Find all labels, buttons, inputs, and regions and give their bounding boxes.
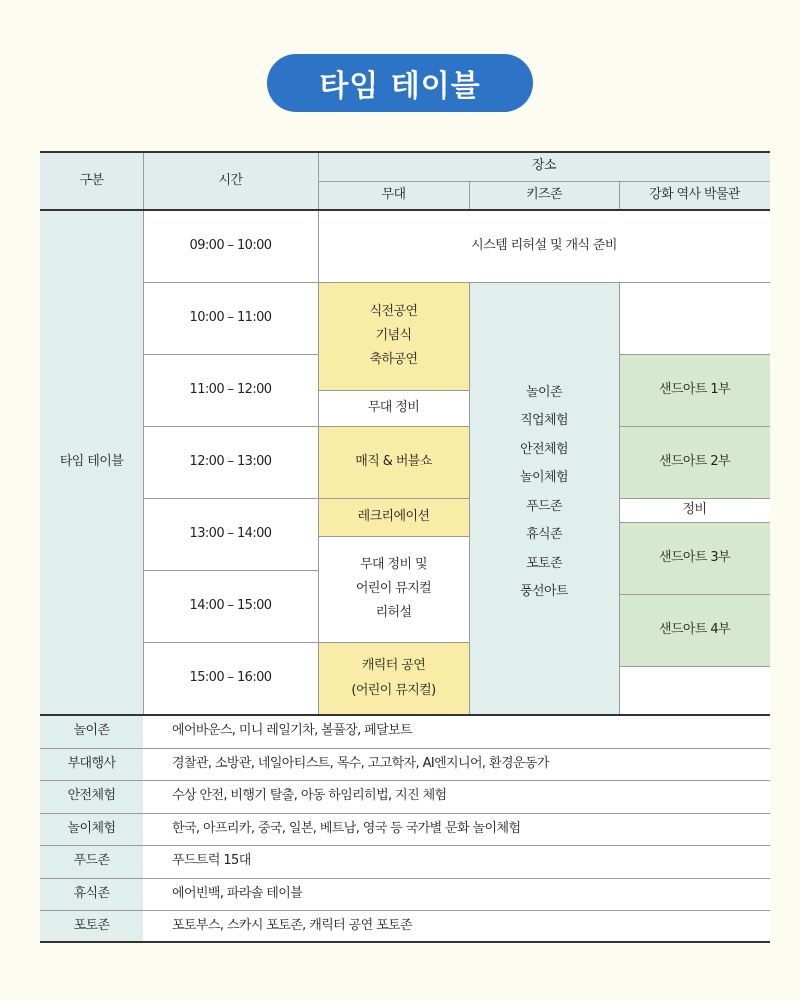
ceremony-line: 식전공연 <box>369 303 418 319</box>
grid-line <box>143 426 318 427</box>
rehearsal-line: 무대 정비 및 <box>360 556 427 572</box>
ceremony-line: 축하공연 <box>369 352 418 368</box>
grid-line <box>619 594 770 595</box>
grid-line <box>143 642 318 643</box>
kidszone-item: 풍선아트 <box>520 584 568 599</box>
zone-desc: 에어빈백, 파라솔 테이블 <box>172 885 303 901</box>
kidszone-item: 놀이체험 <box>520 470 568 485</box>
zone-name: 포토존 <box>73 917 110 933</box>
grid-line <box>469 181 470 210</box>
grid-line <box>318 498 469 499</box>
grid-line <box>318 152 319 715</box>
time-slot: 11:00 – 12:00 <box>189 381 272 397</box>
kidszone-item: 푸드존 <box>526 498 562 514</box>
rehearsal-line: 리허설 <box>375 605 412 621</box>
character-line: (어린이 뮤지컬) <box>351 682 436 698</box>
ceremony-block <box>318 282 469 390</box>
musical-rehearsal-block <box>318 536 469 642</box>
sand-art-1: 샌드아트 1부 <box>619 354 770 426</box>
character-line: 캐릭터 공연 <box>361 658 426 674</box>
recreation: 레크리에이션 <box>318 498 469 536</box>
header-venue: 장소 <box>532 158 556 174</box>
system-rehearsal: 시스템 리허설 및 개식 준비 <box>471 237 617 253</box>
rehearsal-line: 어린이 뮤지컬 <box>355 580 432 596</box>
kidszone-item: 놀이존 <box>526 384 562 400</box>
ceremony-line: 기념식 <box>375 327 412 343</box>
sand-art-4: 샌드아트 4부 <box>619 594 770 666</box>
zone-name: 놀이체험 <box>67 820 116 836</box>
grid-line <box>143 152 144 715</box>
grid-line <box>143 570 318 571</box>
grid-line <box>318 390 469 391</box>
header-time: 시간 <box>218 172 243 188</box>
grid-line <box>318 536 469 537</box>
sand-art-3: 샌드아트 3부 <box>619 522 770 594</box>
time-slot: 10:00 – 11:00 <box>189 309 272 325</box>
time-slot: 13:00 – 14:00 <box>189 525 272 541</box>
grid-line <box>619 666 770 667</box>
time-slot: 09:00 – 10:00 <box>189 237 272 253</box>
grid-line <box>40 845 770 846</box>
grid-line <box>619 498 770 499</box>
grid-line <box>40 748 770 749</box>
header-category: 구분 <box>79 172 104 188</box>
header-museum: 강화 역사 박물관 <box>649 187 740 203</box>
sand-art-2: 샌드아트 2부 <box>619 426 770 498</box>
kidszone-item: 포토존 <box>526 555 562 571</box>
grid-line <box>318 426 469 427</box>
grid-line <box>40 910 770 911</box>
grid-line <box>40 813 770 814</box>
page-title: 타임 테이블 <box>267 54 533 112</box>
zone-name: 놀이존 <box>73 723 110 739</box>
grid-line <box>318 642 469 643</box>
grid-line <box>40 714 770 716</box>
time-slot: 14:00 – 15:00 <box>189 597 272 613</box>
zone-desc: 푸드트럭 15대 <box>172 853 251 869</box>
zone-desc: 경찰관, 소방관, 네일아티스트, 목수, 고고학자, AI엔지니어, 환경운동가 <box>172 755 549 771</box>
museum-maintenance: 정비 <box>619 498 770 522</box>
grid-line <box>143 498 318 499</box>
zone-name: 안전체험 <box>67 788 116 804</box>
time-slot: 12:00 – 13:00 <box>189 453 272 469</box>
zone-desc: 에어바운스, 미니 레일기차, 볼풀장, 페달보트 <box>172 723 412 739</box>
zone-name: 부대행사 <box>67 755 116 771</box>
zone-name: 푸드존 <box>73 853 110 869</box>
grid-line <box>619 426 770 427</box>
grid-line <box>40 151 770 153</box>
zone-desc: 한국, 아프리카, 중국, 일본, 베트남, 영국 등 국가별 문화 놀이체험 <box>172 820 521 836</box>
zone-desc: 수상 안전, 비행기 탈출, 아동 하임리히법, 지진 체험 <box>172 788 447 804</box>
grid-line <box>143 354 318 355</box>
zone-desc: 포토부스, 스카시 포토존, 캐릭터 공연 포토존 <box>172 917 412 933</box>
kidszone-item: 휴식존 <box>526 527 562 542</box>
zone-name: 휴식존 <box>73 885 110 901</box>
grid-line <box>619 354 770 355</box>
grid-line <box>40 878 770 879</box>
grid-line <box>40 780 770 781</box>
grid-line <box>619 522 770 523</box>
grid-line <box>318 181 770 182</box>
header-kidszone: 키즈존 <box>526 187 562 203</box>
kidszone-item: 직업체험 <box>520 413 568 428</box>
kidszone-item: 안전체험 <box>520 441 568 457</box>
time-slot: 15:00 – 16:00 <box>189 670 272 686</box>
grid-line <box>40 941 770 943</box>
header-stage: 무대 <box>381 187 406 203</box>
grid-line <box>469 282 470 715</box>
character-show-block <box>318 642 469 715</box>
timetable-label: 타임 테이블 <box>40 210 143 715</box>
grid-line <box>143 282 770 283</box>
magic-bubble-show: 매직 & 버블쇼 <box>318 426 469 498</box>
kidszone-block <box>469 282 619 715</box>
grid-line <box>619 181 620 210</box>
grid-line <box>40 209 770 211</box>
stage-maintenance: 무대 정비 <box>318 390 469 426</box>
